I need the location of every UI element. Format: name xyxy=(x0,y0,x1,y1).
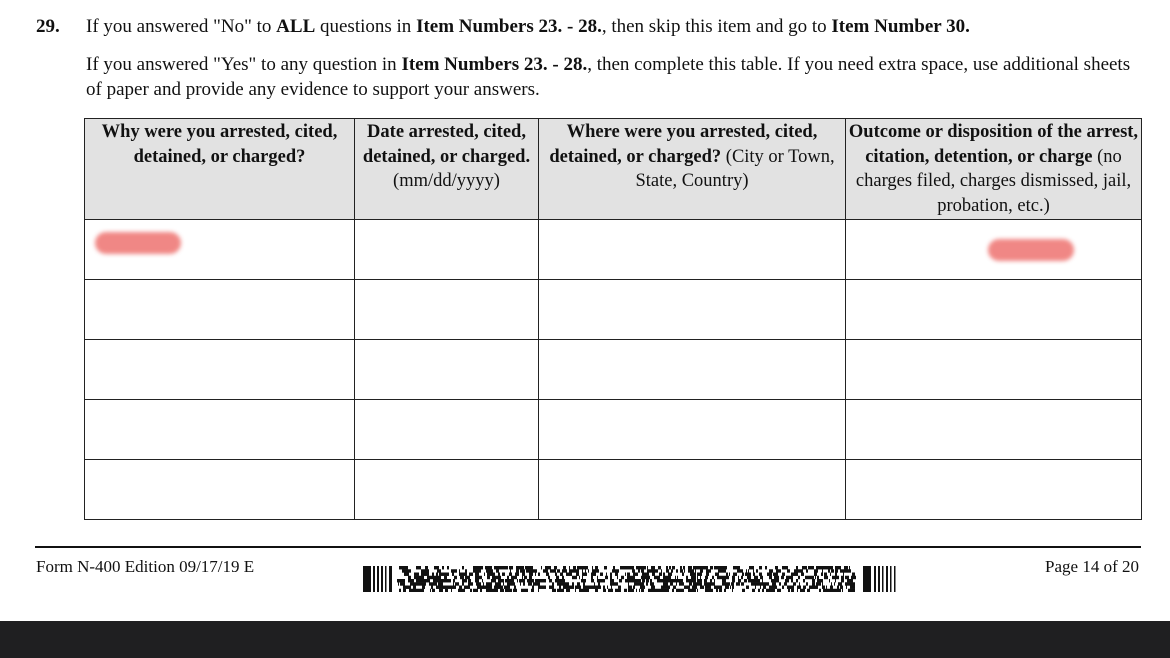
page-number: Page 14 of 20 xyxy=(1045,557,1139,576)
pdf417-barcode xyxy=(363,566,899,592)
table-cell-outcome[interactable] xyxy=(846,400,1142,460)
item-number: 29. xyxy=(36,16,60,37)
table-cell-reason[interactable] xyxy=(85,280,355,340)
table-cell-date[interactable] xyxy=(355,400,539,460)
table-row xyxy=(85,460,1142,520)
table-cell-location[interactable] xyxy=(539,280,846,340)
redaction-mark xyxy=(95,232,181,254)
table-cell-date[interactable] xyxy=(355,340,539,400)
skip-instruction: If you answered "No" to ALL questions in Item Numbers 23. - 28., then skip this item and go to Item Number 30. xyxy=(86,16,970,37)
table-row xyxy=(85,280,1142,340)
table-cell-reason[interactable] xyxy=(85,220,355,280)
footer-divider xyxy=(35,546,1141,548)
column-header-location: Where were you arrested, cited, detained, or charged? (City or Town, State, Country) xyxy=(539,119,846,220)
table-row xyxy=(85,400,1142,460)
table-cell-outcome[interactable] xyxy=(846,280,1142,340)
table-cell-reason[interactable] xyxy=(85,460,355,520)
table-cell-location[interactable] xyxy=(539,460,846,520)
table-cell-reason[interactable] xyxy=(85,400,355,460)
table-cell-reason[interactable] xyxy=(85,340,355,400)
table-cell-outcome[interactable] xyxy=(846,460,1142,520)
table-cell-location[interactable] xyxy=(539,220,846,280)
table-cell-location[interactable] xyxy=(539,340,846,400)
table-cell-date[interactable] xyxy=(355,280,539,340)
column-header-reason: Why were you arrested, cited, detained, or charged? xyxy=(85,119,355,220)
table-cell-location[interactable] xyxy=(539,400,846,460)
table-cell-outcome[interactable] xyxy=(846,220,1142,280)
viewer-bottom-bar xyxy=(0,621,1170,658)
column-header-outcome: Outcome or disposition of the arrest, citation, detention, or charge (no charges filed, charges dismissed, jail, probation, etc.) xyxy=(846,119,1142,220)
arrest-history-table xyxy=(84,118,1142,520)
redaction-mark xyxy=(988,239,1074,261)
table-row xyxy=(85,340,1142,400)
form-edition-label: Form N-400 Edition 09/17/19 E xyxy=(36,557,255,576)
table-cell-date[interactable] xyxy=(355,460,539,520)
table-cell-date[interactable] xyxy=(355,220,539,280)
table-row xyxy=(85,220,1142,280)
complete-instruction: If you answered "Yes" to any question in Item Numbers 23. - 28., then complete this table. If you need extra space, use additional sheets of paper and provide any evidence to support your answers. xyxy=(86,54,1131,100)
table-header-row xyxy=(85,119,1142,220)
table-cell-outcome[interactable] xyxy=(846,340,1142,400)
column-header-date: Date arrested, cited, detained, or charged. (mm/dd/yyyy) xyxy=(355,119,539,220)
